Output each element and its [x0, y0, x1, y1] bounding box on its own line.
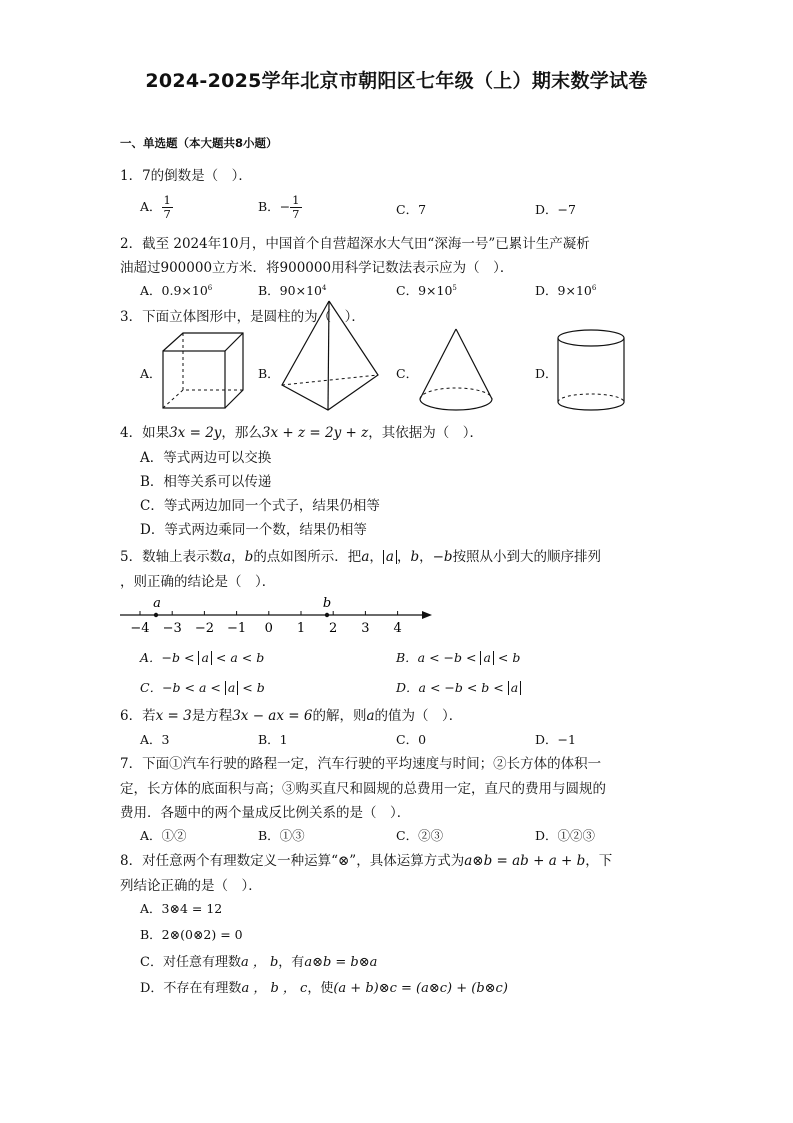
number-line-tick-label: 4 [393, 621, 402, 636]
point-b [325, 613, 329, 617]
q6-option-d: D．−1 [535, 732, 576, 747]
number-line-tick-label: −4 [130, 621, 150, 636]
q5-option-a: A．−b < a < a < b [140, 650, 265, 665]
question-8-line-1: 8．对任意两个有理数定义一种运算“⊗”，具体运算方式为a⊗b = ab + a + b，下 [120, 853, 613, 869]
section-heading: 一、单选题（本大题共8小题） [120, 136, 278, 150]
question-4-stem: 4．如果3x = 2y，那么3x + z = 2y + z，其依据为（ ）． [120, 425, 483, 441]
question-1-stem: 1．7的倒数是（ ）． [120, 168, 252, 184]
q3-option-b-label: B． [258, 366, 280, 381]
question-7-line-2: 定，长方体的底面积与高；③购买直尺和圆规的总费用一定，直尺的费用与圆规的 [120, 781, 606, 797]
question-2-line-1: 2．截至 2024年10月，中国首个自营超深水大气田“深海一号”已累计生产凝析 [120, 236, 590, 252]
q4-option-c: C．等式两边加同一个式子，结果仍相等 [140, 498, 380, 514]
q3-option-c-label: C． [396, 366, 419, 381]
q2-option-a: A．$0.9\times 10^6$ [140, 283, 213, 298]
q8-option-a: A．3⊗4 = 12 [140, 901, 223, 916]
number-line [0, 590, 793, 640]
q1-option-b: B．− $\frac{1}{7}$ [258, 193, 300, 221]
q6-option-a: A．3 [140, 732, 170, 747]
q7-option-c: C．②③ [396, 828, 444, 843]
number-line-arrow [422, 611, 432, 619]
question-2-line-2: 油超过900000立方米．将900000用科学记数法表示应为（ ）． [120, 260, 514, 276]
question-6-stem: 6．若x = 3是方程3x − ax = 6的解，则a的值为（ ）． [120, 708, 463, 724]
number-line-tick-label: −1 [227, 621, 247, 636]
q8-option-c: C．对任意有理数a ， b，有a⊗b = b⊗a [140, 955, 378, 970]
question-3-stem: 3．下面立体图形中，是圆柱的为（ ）． [120, 309, 365, 325]
cylinder-figure [556, 328, 628, 414]
q1-option-d: D．−7 [535, 202, 576, 217]
q8-option-b: B．2⊗(0⊗2) = 0 [140, 927, 243, 942]
q4-option-a: A．等式两边可以交换 [140, 450, 272, 466]
q4-option-d: D．等式两边乘同一个数，结果仍相等 [140, 522, 367, 538]
number-line-tick-label: 2 [329, 621, 338, 636]
point-a-label: a [153, 596, 161, 611]
q3-option-a-label: A． [140, 366, 162, 381]
q5-option-c: C．−b < a < a < b [140, 680, 265, 695]
q7-option-a: A．①② [140, 828, 187, 843]
q6-option-c: C．0 [396, 732, 427, 747]
question-5-line-2: ，则正确的结论是（ ）． [120, 574, 276, 590]
q5-option-b: B．a < −b < a < b [396, 650, 521, 665]
question-7-line-3: 费用．各题中的两个量成反比例关系的是（ ）． [120, 805, 411, 821]
question-5-line-1: 5．数轴上表示数a，b的点如图所示．把a， a ，b，−b按照从小到大的顺序排列 [120, 549, 602, 565]
q1-option-a: A． $\frac{1}{7}$ [140, 193, 171, 221]
q7-option-b: B．①③ [258, 828, 305, 843]
q2-option-c: C．$9\times 10^5$ [396, 283, 457, 298]
number-line-tick-label: 1 [296, 621, 306, 636]
q2-option-d: D．$9\times 10^6$ [535, 283, 597, 298]
q8-option-d: D．不存在有理数a ， b ， c，使(a + b)⊗c = (a⊗c) + (b⊗c) [140, 981, 508, 996]
number-line-tick-label: −3 [162, 621, 182, 636]
cone-figure [418, 326, 494, 416]
question-7-line-1: 7．下面①汽车行驶的路程一定，汽车行驶的平均速度与时间；②长方体的体积一 [120, 756, 602, 772]
q6-option-b: B．1 [258, 732, 288, 747]
point-b-label: b [322, 596, 332, 611]
q7-option-d: D．①②③ [535, 828, 596, 843]
fraction: $\frac{1}{7}$ [292, 193, 300, 221]
q5-option-d: D．a < −b < b < a [396, 678, 521, 696]
cube-figure [158, 330, 248, 412]
q1-option-c: C．7 [396, 202, 427, 217]
q3-option-d-label: D． [535, 366, 558, 381]
fraction: $\frac{1}{7}$ [163, 193, 171, 221]
question-8-line-2: 列结论正确的是（ ）． [120, 878, 262, 894]
point-a [154, 613, 158, 617]
q4-option-b: B．相等关系可以传递 [140, 474, 272, 490]
number-line-tick-label: 0 [264, 621, 273, 636]
number-line-tick-label: 3 [361, 621, 370, 636]
page-title: 2024-2025学年北京市朝阳区七年级（上）期末数学试卷 [145, 70, 648, 92]
pyramid-figure [278, 298, 382, 413]
q2-option-b: B．$90\times 10^4$ [258, 283, 327, 298]
number-line-tick-label: −2 [194, 621, 214, 636]
